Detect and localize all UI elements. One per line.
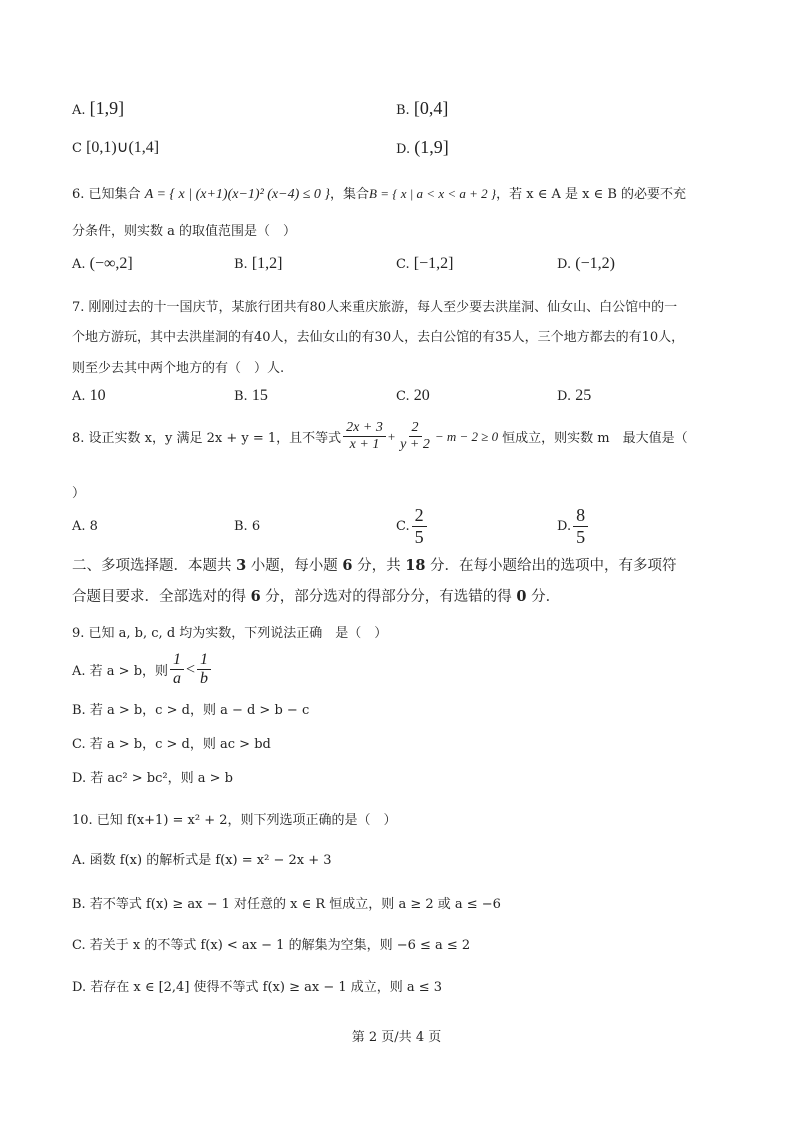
fraction-denominator: b xyxy=(200,670,209,688)
option-value: [−1,2] xyxy=(413,255,454,272)
page-footer: 第 2 页/共 4 页 xyxy=(351,1030,442,1045)
q7-line3: 则至少去其中两个地方的有（ ）人. xyxy=(72,361,285,376)
option-letter: C. xyxy=(396,518,410,534)
heading-text: 分． xyxy=(526,589,561,605)
fraction-1 xyxy=(343,420,386,453)
q8-prefix: 8. 设正实数 x，y 满足 2x + y = 1，且不等式 xyxy=(72,431,342,447)
q7-line1: 7. 刚刚过去的十一国庆节，某旅行团共有80人来重庆旅游，每人至少要去洪崖洞、仙女山、白公馆中的一 xyxy=(72,300,678,315)
section-2-heading-line1 xyxy=(72,554,677,575)
fraction-denominator: 5 xyxy=(576,526,586,547)
fraction-numerator: 2 xyxy=(409,420,422,437)
q7-option-d xyxy=(557,387,591,405)
fraction-1-over-b xyxy=(197,651,211,689)
fraction-numerator: 2 xyxy=(412,505,427,527)
q9-option-c: C. 若 a > b，c > d，则 ac > bd xyxy=(72,737,271,752)
plus-sign: + xyxy=(387,428,396,444)
option-letter: D. xyxy=(557,518,572,534)
fraction-1-over-a xyxy=(170,651,184,689)
q5-option-b xyxy=(396,98,448,119)
fraction-numerator: 1 xyxy=(197,651,211,670)
option-letter: A. xyxy=(72,389,86,404)
fraction-numerator: 8 xyxy=(573,505,588,527)
heading-number: 18 xyxy=(405,557,426,574)
q7-option-b xyxy=(234,387,268,405)
q7-option-c xyxy=(396,387,430,405)
q10-stem: 10. 已知 f(x+1) = x² + 2，则下列选项正确的是（ ） xyxy=(72,813,397,828)
fraction-denominator: 5 xyxy=(414,526,424,547)
option-letter: D. xyxy=(557,257,572,272)
option-letter: C xyxy=(72,141,82,156)
q8-option-a xyxy=(72,519,98,534)
heading-number: 0 xyxy=(516,588,527,605)
q6-line1 xyxy=(72,183,686,203)
option-text: A. 若 a > b，则 xyxy=(72,664,169,680)
option-letter: D. xyxy=(396,142,411,157)
heading-text: 二、多项选择题．本题共 xyxy=(72,558,237,574)
option-letter: D. xyxy=(557,389,572,404)
q9-option-b: B. 若 a > b，c > d，则 a − d > b − c xyxy=(72,703,310,718)
q6-option-a xyxy=(72,255,133,273)
fraction-numerator: 2x + 3 xyxy=(343,420,386,437)
heading-text: 合题目要求．全部选对的得 xyxy=(72,589,251,605)
fraction-2 xyxy=(397,420,433,453)
option-letter: B. xyxy=(234,389,248,404)
option-value: [0,4] xyxy=(413,98,449,118)
option-letter: C. xyxy=(396,389,410,404)
q7-line2: 个地方游玩，其中去洪崖洞的有40人，去仙女山的有30人，去白公馆的有35人，三个地方都去的有10人， xyxy=(72,330,685,345)
q8-line1 xyxy=(72,420,688,453)
q5-option-c xyxy=(72,137,159,157)
q9-option-a xyxy=(72,651,213,689)
option-letter: B. xyxy=(396,103,410,118)
fraction-denominator: y + 2 xyxy=(400,437,430,453)
option-value: (−1,2) xyxy=(575,255,615,272)
q6-line2: 分条件，则实数 a 的取值范围是（ ） xyxy=(72,224,297,239)
q6-mid: ，集合 xyxy=(330,187,370,202)
q8-line2: ） xyxy=(72,486,86,501)
heading-text: 分，共 xyxy=(352,558,406,574)
set-b: B = { x | a < x < a + 2 } xyxy=(369,186,497,201)
option-value: 20 xyxy=(413,387,430,404)
option-letter: A. xyxy=(72,103,86,118)
heading-number: 6 xyxy=(342,557,353,574)
q10-option-b: B. 若不等式 f(x) ≥ ax − 1 对任意的 x ∈ R 恒成立，则 a ≥ 2 或 a ≤ −6 xyxy=(72,897,501,912)
option-value: (1,9] xyxy=(414,137,449,157)
q9-option-d: D. 若 ac² > bc²，则 a > b xyxy=(72,771,233,786)
option-fraction xyxy=(573,505,588,547)
q6-option-d xyxy=(557,255,615,273)
option-value: 10 xyxy=(89,387,106,404)
option-letter: A. xyxy=(72,519,86,534)
q10-option-d: D. 若存在 x ∈ [2,4] 使得不等式 f(x) ≥ ax − 1 成立，则 a ≤ 3 xyxy=(72,980,443,995)
inequality-tail: − m − 2 ≥ 0 xyxy=(434,428,499,444)
q9-stem: 9. 已知 a, b, c, d 均为实数，下列说法正确 是（ ） xyxy=(72,626,388,641)
fraction-denominator: a xyxy=(173,670,182,688)
section-2-heading-line2 xyxy=(72,585,560,606)
q8-option-c xyxy=(396,505,429,547)
q6-suffix: ，若 x ∈ A 是 x ∈ B 的必要不充 xyxy=(496,187,687,202)
option-value: [1,9] xyxy=(89,98,125,118)
option-value: 8 xyxy=(89,519,98,534)
q6-option-c xyxy=(396,255,453,273)
q6-option-b xyxy=(234,255,282,273)
fraction-denominator: x + 1 xyxy=(349,437,380,453)
less-than: < xyxy=(186,660,196,678)
heading-text: 分．在每小题给出的选项中，有多项符 xyxy=(425,558,677,574)
option-value: [0,1)∪(1,4] xyxy=(86,139,160,156)
q5-option-d xyxy=(396,137,449,158)
q6-prefix: 6. 已知集合 xyxy=(72,187,141,202)
option-fraction xyxy=(412,505,427,547)
q8-suffix: 恒成立，则实数 m 最大值是（ xyxy=(502,431,688,447)
q10-option-c: C. 若关于 x 的不等式 f(x) < ax − 1 的解集为空集，则 −6 ≤ a ≤ 2 xyxy=(72,938,471,953)
option-letter: C. xyxy=(396,257,410,272)
option-value: [1,2] xyxy=(251,255,283,272)
q8-option-d xyxy=(557,505,590,547)
option-letter: B. xyxy=(234,257,248,272)
option-letter: B. xyxy=(234,519,248,534)
q7-option-a xyxy=(72,387,106,405)
heading-text: 分，部分选对的得部分分，有选错的得 xyxy=(260,589,517,605)
set-a: A = { x | (x+1)(x−1)² (x−4) ≤ 0 } xyxy=(144,187,331,202)
option-value: 6 xyxy=(251,519,261,534)
option-letter: A. xyxy=(72,257,86,272)
heading-number: 6 xyxy=(250,588,261,605)
q5-option-a xyxy=(72,98,124,119)
fraction-numerator: 1 xyxy=(170,651,184,670)
q8-option-b xyxy=(234,519,260,534)
option-value: 15 xyxy=(251,387,268,404)
heading-text: 小题，每小题 xyxy=(246,558,343,574)
heading-number: 3 xyxy=(236,557,247,574)
option-value: 25 xyxy=(575,387,592,404)
q10-option-a: A. 函数 f(x) 的解析式是 f(x) = x² − 2x + 3 xyxy=(72,853,332,868)
option-value: (−∞,2] xyxy=(89,255,133,272)
